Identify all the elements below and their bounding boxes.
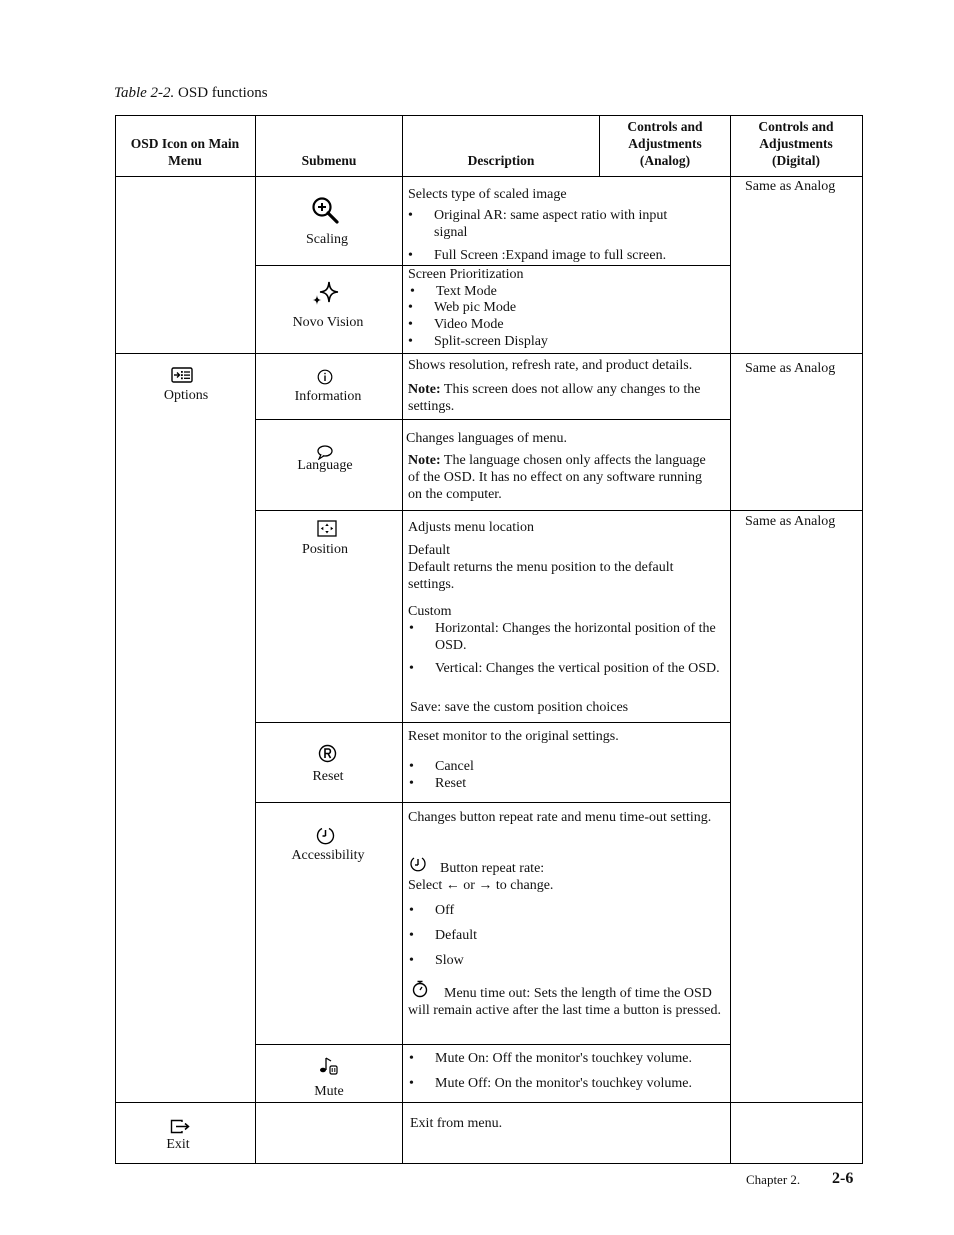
accessibility-repeat-rate: Button repeat rate: bbox=[440, 861, 545, 876]
submenu-mute: Mute bbox=[314, 1084, 344, 1099]
repeat-rate-icon bbox=[409, 856, 427, 873]
zoom-in-icon bbox=[311, 196, 341, 224]
header-submenu: Submenu bbox=[301, 153, 357, 168]
accessibility-bullet: • Slow bbox=[435, 952, 464, 969]
exit-description: Exit from menu. bbox=[410, 1116, 503, 1131]
select-pre: Select bbox=[408, 878, 443, 893]
position-default-description: Default returns the menu position to the default settings. bbox=[408, 560, 674, 592]
column-divider bbox=[402, 115, 403, 1164]
main-item-options: Options bbox=[163, 388, 209, 403]
submenu-accessibility: Accessibility bbox=[291, 848, 365, 863]
caption-prefix: Table 2-2. bbox=[114, 85, 175, 101]
novo-bullet: • Split-screen Display bbox=[434, 333, 548, 350]
position-custom-title: Custom bbox=[408, 604, 452, 619]
position-save: Save: save the custom position choices bbox=[410, 700, 629, 715]
row-divider bbox=[255, 510, 863, 511]
group-divider bbox=[115, 1102, 863, 1103]
reset-icon bbox=[318, 744, 337, 763]
accessibility-bullet: • Off bbox=[435, 902, 454, 919]
information-note bbox=[408, 381, 718, 415]
novo-bullet: • Text Mode bbox=[436, 283, 497, 300]
row-divider bbox=[255, 419, 731, 420]
mute-music-icon bbox=[318, 1056, 340, 1078]
left-arrow-icon: ← bbox=[445, 878, 460, 893]
right-arrow-icon: → bbox=[478, 878, 493, 893]
note-label: Note: bbox=[408, 382, 441, 397]
scaling-bullet: • Full Screen :Expand image to full screen. bbox=[434, 247, 724, 264]
header-divider bbox=[115, 176, 863, 177]
digital-same-as-analog: Same as Analog bbox=[745, 361, 836, 376]
footer-page-number: 2-6 bbox=[832, 1170, 854, 1187]
row-divider bbox=[255, 722, 731, 723]
sparkle-icon bbox=[310, 280, 340, 308]
scaling-description: Selects type of scaled image bbox=[408, 187, 567, 202]
mute-bullet: • Mute On: Off the monitor's touchkey volume. bbox=[435, 1050, 692, 1067]
digital-same-as-analog: Same as Analog bbox=[745, 514, 836, 529]
position-bullet: • Vertical: Changes the vertical position of the OSD. bbox=[435, 660, 720, 677]
digital-same-as-analog: Same as Analog bbox=[745, 179, 836, 194]
clock-icon bbox=[316, 826, 335, 845]
accessibility-bullet: • Default bbox=[435, 927, 477, 944]
row-divider bbox=[255, 802, 731, 803]
mute-bullet: • Mute Off: On the monitor's touchkey volume. bbox=[435, 1075, 692, 1092]
reset-bullet: • Reset bbox=[435, 775, 466, 792]
submenu-information: Information bbox=[294, 389, 362, 404]
group-divider bbox=[115, 353, 863, 354]
information-description: Shows resolution, refresh rate, and product details. bbox=[408, 358, 693, 373]
header-description: Description bbox=[467, 153, 535, 168]
options-list-icon bbox=[171, 367, 193, 383]
novo-description: Screen Prioritization bbox=[408, 267, 524, 282]
scaling-bullet: • Original AR: same aspect ratio with input signal bbox=[434, 207, 704, 241]
table-border-right bbox=[862, 115, 863, 1164]
submenu-scaling: Scaling bbox=[306, 232, 348, 247]
header-osd-icon: OSD Icon on Main Menu bbox=[130, 136, 240, 168]
exit-icon bbox=[170, 1119, 191, 1134]
submenu-reset: Reset bbox=[312, 769, 344, 784]
note-label: Note: bbox=[408, 453, 441, 468]
select-post: to change. bbox=[495, 878, 554, 893]
main-item-exit: Exit bbox=[166, 1137, 190, 1152]
column-divider bbox=[599, 115, 600, 177]
footer-chapter: Chapter 2. bbox=[746, 1172, 801, 1187]
caption-title: OSD functions bbox=[178, 85, 268, 101]
submenu-language: Language bbox=[297, 458, 353, 473]
info-icon bbox=[317, 369, 333, 385]
accessibility-select-instruction bbox=[408, 877, 553, 894]
reset-description: Reset monitor to the original settings. bbox=[408, 729, 619, 744]
select-or: or bbox=[463, 878, 475, 893]
reset-bullet: • Cancel bbox=[435, 758, 474, 775]
language-note bbox=[408, 452, 718, 503]
table-border-top bbox=[115, 115, 863, 116]
note-text: The language chosen only affects the language of the OSD. It has no effect on any software running on the computer. bbox=[408, 453, 706, 502]
submenu-novo-vision: Novo Vision bbox=[292, 315, 364, 330]
novo-bullet: • Video Mode bbox=[434, 316, 504, 333]
position-description: Adjusts menu location bbox=[408, 520, 534, 535]
column-divider bbox=[255, 115, 256, 1164]
accessibility-timeout: Menu time out: Sets the length of time the OSD will remain active after the last time a button is pressed. bbox=[408, 986, 721, 1018]
header-digital: Controls and Adjustments (Digital) bbox=[758, 119, 834, 168]
row-divider bbox=[255, 1044, 731, 1045]
novo-bullet: • Web pic Mode bbox=[434, 299, 516, 316]
table-border-bottom bbox=[115, 1163, 863, 1164]
table-border-left bbox=[115, 115, 116, 1164]
position-default-title: Default bbox=[408, 543, 450, 558]
submenu-position: Position bbox=[302, 542, 348, 557]
note-text: This screen does not allow any changes to the settings. bbox=[408, 382, 701, 414]
header-analog: Controls and Adjustments (Analog) bbox=[627, 119, 703, 168]
table-caption bbox=[114, 85, 268, 102]
position-icon bbox=[317, 520, 337, 537]
position-bullet: • Horizontal: Changes the horizontal position of the OSD. bbox=[435, 620, 725, 654]
language-description: Changes languages of menu. bbox=[406, 431, 567, 446]
accessibility-description: Changes button repeat rate and menu time-out setting. bbox=[408, 810, 712, 825]
column-divider bbox=[730, 115, 731, 1164]
